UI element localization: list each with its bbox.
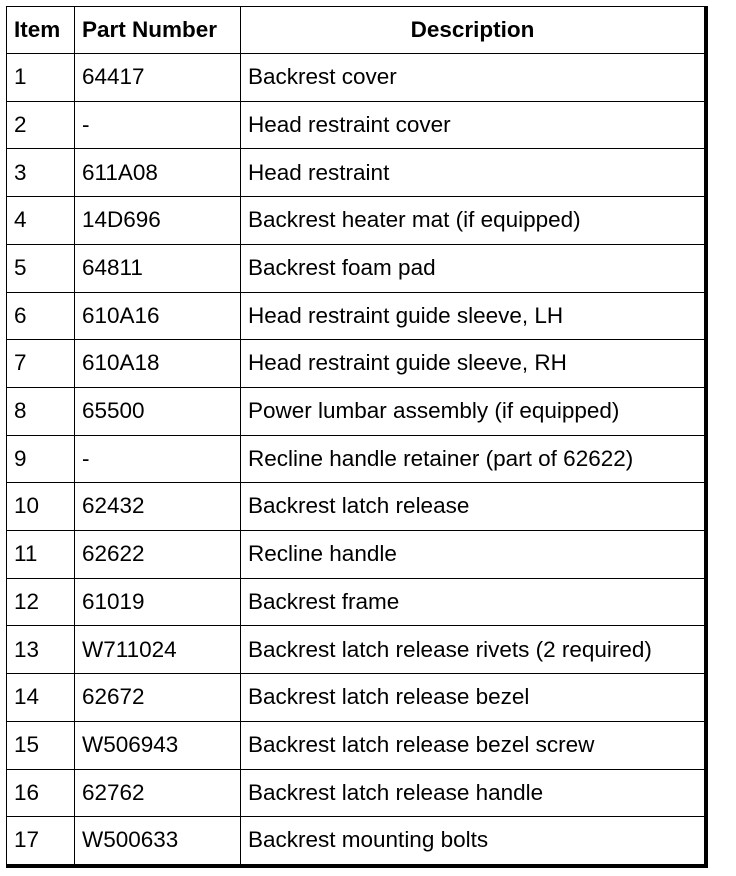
table-row (7, 817, 707, 866)
description-cell: Backrest heater mat (if equipped) (241, 197, 707, 245)
table-row (7, 769, 707, 817)
item-number-cell: 9 (7, 435, 75, 483)
table-row (7, 483, 707, 531)
column-header-description: Description (241, 7, 707, 54)
table-row (7, 149, 707, 197)
table-row (7, 721, 707, 769)
part-number-cell: 65500 (75, 387, 241, 435)
item-number-cell: 10 (7, 483, 75, 531)
part-number-cell: 14D696 (75, 197, 241, 245)
part-number-cell: 62622 (75, 531, 241, 579)
part-number-cell: 62762 (75, 769, 241, 817)
header-row (7, 7, 707, 54)
description-cell: Head restraint (241, 149, 707, 197)
description-cell: Backrest foam pad (241, 244, 707, 292)
item-number-cell: 15 (7, 721, 75, 769)
table-row (7, 244, 707, 292)
table-row (7, 531, 707, 579)
item-number-cell: 17 (7, 817, 75, 866)
part-number-cell: 610A18 (75, 340, 241, 388)
item-number-cell: 7 (7, 340, 75, 388)
part-number-cell: W506943 (75, 721, 241, 769)
description-cell: Head restraint guide sleeve, RH (241, 340, 707, 388)
parts-table (6, 6, 708, 868)
item-number-cell: 12 (7, 578, 75, 626)
table-row (7, 578, 707, 626)
description-cell: Power lumbar assembly (if equipped) (241, 387, 707, 435)
column-header-part-number: Part Number (75, 7, 241, 54)
description-cell: Backrest cover (241, 54, 707, 102)
description-cell: Backrest latch release bezel screw (241, 721, 707, 769)
part-number-cell: 610A16 (75, 292, 241, 340)
part-number-cell: 64417 (75, 54, 241, 102)
table-row (7, 197, 707, 245)
table-row (7, 54, 707, 102)
part-number-cell: W711024 (75, 626, 241, 674)
description-cell: Backrest frame (241, 578, 707, 626)
table-row (7, 674, 707, 722)
description-cell: Head restraint cover (241, 101, 707, 149)
item-number-cell: 14 (7, 674, 75, 722)
description-cell: Backrest latch release handle (241, 769, 707, 817)
item-number-cell: 5 (7, 244, 75, 292)
part-number-cell: 62432 (75, 483, 241, 531)
description-cell: Head restraint guide sleeve, LH (241, 292, 707, 340)
item-number-cell: 3 (7, 149, 75, 197)
part-number-cell: - (75, 101, 241, 149)
description-cell: Backrest latch release bezel (241, 674, 707, 722)
item-number-cell: 13 (7, 626, 75, 674)
table-row (7, 387, 707, 435)
item-number-cell: 2 (7, 101, 75, 149)
description-cell: Backrest latch release rivets (2 required) (241, 626, 707, 674)
description-cell: Recline handle (241, 531, 707, 579)
description-cell: Recline handle retainer (part of 62622) (241, 435, 707, 483)
description-cell: Backrest mounting bolts (241, 817, 707, 866)
item-number-cell: 16 (7, 769, 75, 817)
item-number-cell: 1 (7, 54, 75, 102)
item-number-cell: 4 (7, 197, 75, 245)
item-number-cell: 11 (7, 531, 75, 579)
part-number-cell: 62672 (75, 674, 241, 722)
part-number-cell: 61019 (75, 578, 241, 626)
table-row (7, 435, 707, 483)
column-header-item: Item (7, 7, 75, 54)
table-row (7, 340, 707, 388)
part-number-cell: 64811 (75, 244, 241, 292)
description-cell: Backrest latch release (241, 483, 707, 531)
table-row (7, 101, 707, 149)
part-number-cell: 611A08 (75, 149, 241, 197)
table-body (7, 54, 707, 867)
item-number-cell: 8 (7, 387, 75, 435)
item-number-cell: 6 (7, 292, 75, 340)
table-row (7, 626, 707, 674)
part-number-cell: - (75, 435, 241, 483)
table-row (7, 292, 707, 340)
part-number-cell: W500633 (75, 817, 241, 866)
